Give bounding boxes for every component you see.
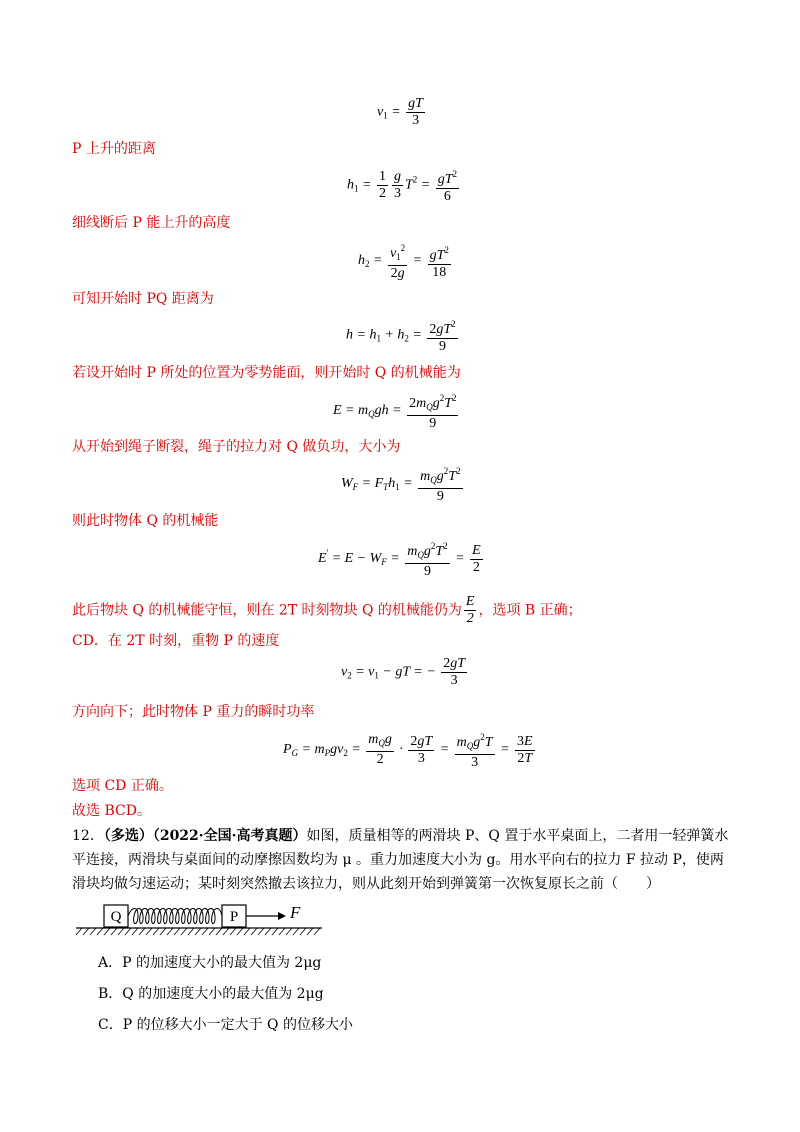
text-line: P 上升的距离 <box>72 141 156 157</box>
question-line-2: 平连接，两滑块与桌面间的动摩擦因数均为 μ 。重力加速度大小为 g。用水平向右的拉力 F 拉动 P，使两 <box>72 852 724 868</box>
equation-energy: $E = m_Qgh$ = $\frac{2m_Qg^2T^2}{9}$ <box>333 393 457 431</box>
force-label: F <box>290 903 301 922</box>
question-tag-source: （2022·全国·高考真题） <box>152 828 307 844</box>
text-line: 选项 CD 正确。 <box>72 778 173 794</box>
question-tag-multi: （多选） <box>103 828 153 844</box>
spring <box>128 909 222 924</box>
text-line: CD．在 2T 时刻，重物 P 的速度 <box>72 633 280 649</box>
text-line: 则此时物体 Q 的机械能 <box>72 513 219 529</box>
block-q-label: Q <box>110 909 122 925</box>
text-line: 细线断后 P 能上升的高度 <box>72 215 231 231</box>
text-line: 此后物块 Q 的机械能守恒，则在 2T 时刻物块 Q 的机械能仍为 $\frac{E}{2}$ ，选项 B 正确； <box>72 594 582 626</box>
ground-hatching <box>76 928 320 935</box>
text-line: 从开始到绳子断裂，绳子的拉力对 Q 做负功，大小为 <box>72 439 401 455</box>
question-line-3: 滑块均做匀速运动；某时刻突然撤去该拉力，则从此刻开始到弹簧第一次恢复原长之前（ ） <box>72 876 660 892</box>
question-line-1 <box>72 824 732 848</box>
option-c: C．P 的位移大小一定大于 Q 的位移大小 <box>98 1017 353 1033</box>
text-line: 可知开始时 PQ 距离为 <box>72 291 214 307</box>
option-b: B．Q 的加速度大小的最大值为 2μg <box>98 986 324 1002</box>
equation-power: $P_G = m_Pgv_2$ = $\frac{m_Qg}{2}$ · $\frac{2gT}{3}$ = $\frac{m_Qg^2T}{3}$ = $\frac{3E}{2T}$ <box>283 732 533 770</box>
equation-h2: $h_2$ = $\frac{v_1^2}{2g}$ = $\frac{gT^2}{18}$ <box>358 243 449 281</box>
spring-diagram <box>72 903 342 937</box>
text-segment: 此后物块 Q 的机械能守恒，则在 2T 时刻物块 Q 的机械能仍为 <box>72 602 462 619</box>
text-segment: ，选项 B 正确； <box>478 602 582 619</box>
equation-energy-after: $E' = E - W_F$ = $\frac{m_Qg^2T^2}{9}$ = $\frac{E}{2}$ <box>318 541 481 579</box>
equation-v2: $v_2 = v_1$ − gT = − $\frac{2gT}{3}$ <box>341 656 466 688</box>
equation-h: $h = h_1 + h_2$ = $\frac{2gT^2}{9}$ <box>346 319 456 354</box>
block-p-label: P <box>229 909 239 925</box>
question-stem <box>72 824 732 896</box>
equation-h1: $h_1$ = $\frac{1}{2}$ $\frac{g}{3}$ $T^2$ = $\frac{gT^2}{6}$ <box>347 169 457 204</box>
question-text: 如图，质量相等的两滑块 P、Q 置于水平桌面上，二者用一轻弹簧水 <box>306 828 729 844</box>
text-line: 若设开始时 P 所处的位置为零势能面，则开始时 Q 的机械能为 <box>72 365 461 381</box>
text-line: 方向向下；此时物体 P 重力的瞬时功率 <box>72 704 315 720</box>
equation-work: $W_F = F_Th_1$ = $\frac{m_Qg^2T^2}{9}$ <box>341 466 461 504</box>
question-number: 12． <box>72 828 104 844</box>
equation-v1: $v_1$ = $\frac{gT}{3}$ <box>377 96 423 128</box>
text-line: 故选 BCD。 <box>72 803 151 819</box>
option-a: A．P 的加速度大小的最大值为 2μg <box>98 955 322 971</box>
arrow-head-icon <box>278 912 286 920</box>
